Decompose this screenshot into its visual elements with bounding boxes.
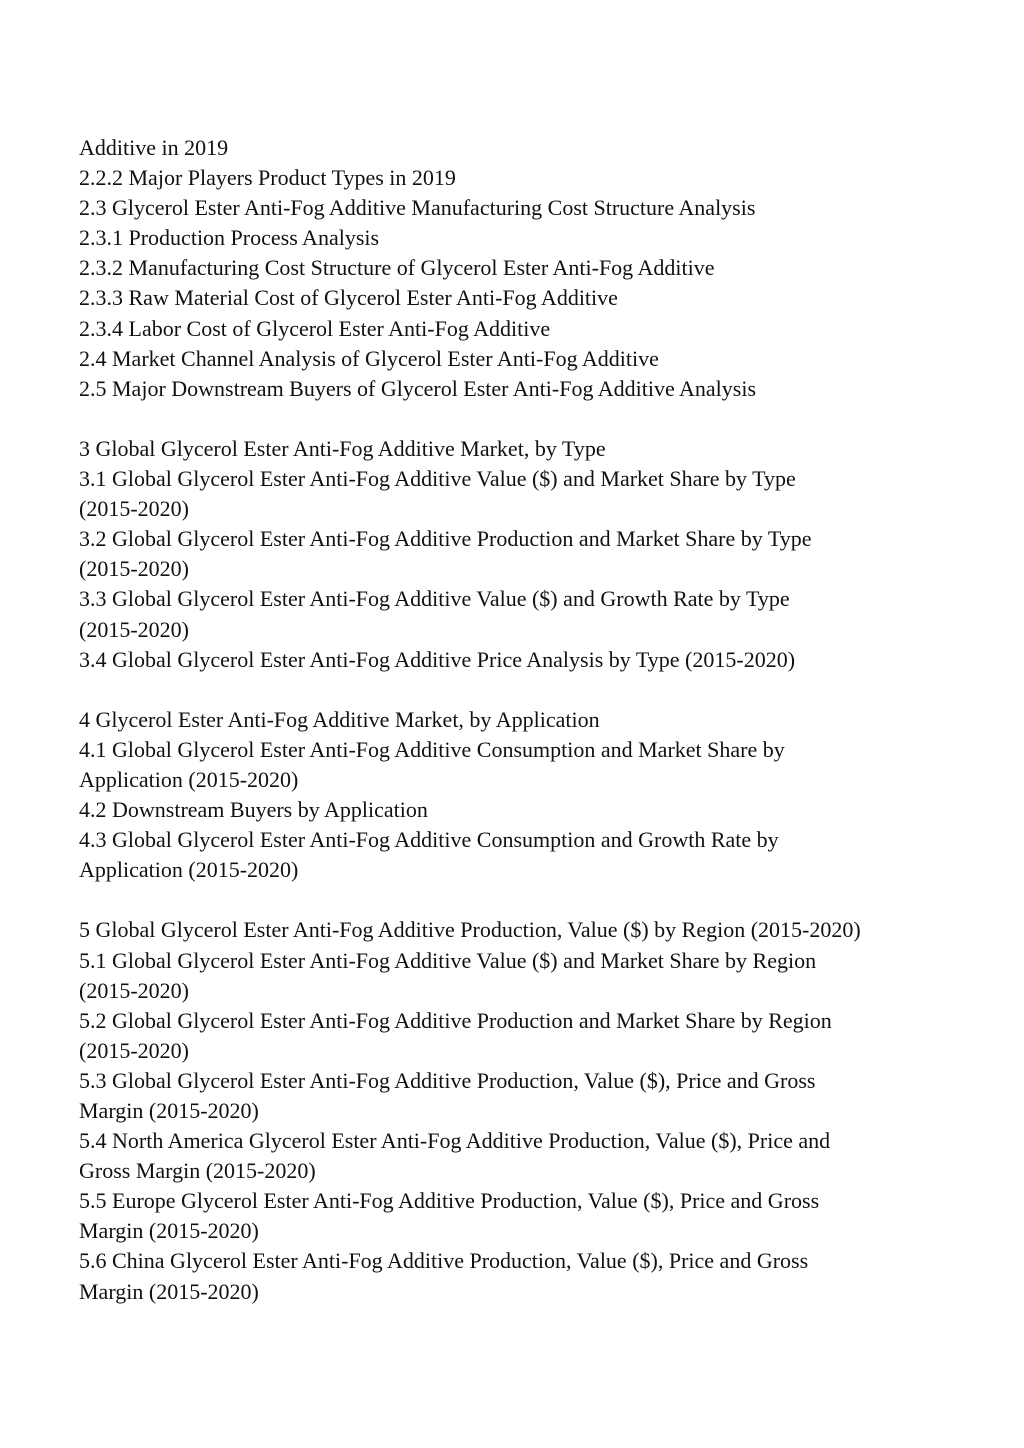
section-spacer: [79, 885, 959, 915]
section-spacer: [79, 404, 959, 434]
toc-line: (2015-2020): [79, 1037, 189, 1063]
toc-line: Margin (2015-2020): [79, 1278, 259, 1304]
toc-line: 2.4 Market Channel Analysis of Glycerol Ester Anti-Fog Additive: [79, 345, 659, 371]
toc-line: 2.5 Major Downstream Buyers of Glycerol Ester Anti-Fog Additive Analysis: [79, 375, 757, 401]
toc-line: (2015-2020): [79, 616, 189, 642]
toc-section-4: [79, 705, 959, 886]
toc-line: 2.3.2 Manufacturing Cost Structure of Glycerol Ester Anti-Fog Additive: [79, 255, 715, 281]
document-page: [79, 133, 959, 1307]
toc-section-3: [79, 434, 959, 675]
toc-section-5: [79, 915, 959, 1306]
toc-line: (2015-2020): [79, 556, 189, 582]
toc-line: 3.2 Global Glycerol Ester Anti-Fog Additive Production and Market Share by Type: [79, 526, 812, 552]
toc-line: 2.3 Glycerol Ester Anti-Fog Additive Manufacturing Cost Structure Analysis: [79, 195, 756, 221]
toc-line: 2.3.1 Production Process Analysis: [79, 225, 380, 251]
toc-line: Gross Margin (2015-2020): [79, 1158, 316, 1184]
toc-line: 5.2 Global Glycerol Ester Anti-Fog Additive Production and Market Share by Region: [79, 1007, 832, 1033]
toc-line: (2015-2020): [79, 496, 189, 522]
toc-line: 2.2.2 Major Players Product Types in 2019: [79, 165, 456, 191]
section-spacer: [79, 675, 959, 705]
toc-line: Application (2015-2020): [79, 857, 299, 883]
toc-line: 5.6 China Glycerol Ester Anti-Fog Additive Production, Value ($), Price and Gross: [79, 1248, 809, 1274]
toc-line: 5.4 North America Glycerol Ester Anti-Fog Additive Production, Value ($), Price and: [79, 1128, 831, 1154]
toc-line: 3.1 Global Glycerol Ester Anti-Fog Additive Value ($) and Market Share by Type: [79, 466, 796, 492]
toc-line: Margin (2015-2020): [79, 1218, 259, 1244]
toc-line: 3.3 Global Glycerol Ester Anti-Fog Additive Value ($) and Growth Rate by Type: [79, 586, 790, 612]
toc-line: 4.1 Global Glycerol Ester Anti-Fog Additive Consumption and Market Share by: [79, 736, 785, 762]
toc-heading: 4 Glycerol Ester Anti-Fog Additive Market, by Application: [79, 706, 600, 732]
toc-line: (2015-2020): [79, 977, 189, 1003]
toc-line: 4.2 Downstream Buyers by Application: [79, 797, 428, 823]
toc-heading: 3 Global Glycerol Ester Anti-Fog Additive Market, by Type: [79, 435, 606, 461]
toc-line: 3.4 Global Glycerol Ester Anti-Fog Additive Price Analysis by Type (2015-2020): [79, 646, 796, 672]
toc-section-2: [79, 133, 959, 404]
toc-line: 5.1 Global Glycerol Ester Anti-Fog Additive Value ($) and Market Share by Region: [79, 947, 817, 973]
toc-line: 2.3.4 Labor Cost of Glycerol Ester Anti-Fog Additive: [79, 315, 551, 341]
toc-line: 5.3 Global Glycerol Ester Anti-Fog Additive Production, Value ($), Price and Gross: [79, 1067, 816, 1093]
toc-line: 5.5 Europe Glycerol Ester Anti-Fog Additive Production, Value ($), Price and Gross: [79, 1188, 820, 1214]
toc-line: 4.3 Global Glycerol Ester Anti-Fog Additive Consumption and Growth Rate by: [79, 827, 779, 853]
toc-line: Application (2015-2020): [79, 766, 299, 792]
toc-line: Additive in 2019: [79, 135, 229, 160]
toc-line: Margin (2015-2020): [79, 1098, 259, 1123]
toc-heading: 5 Global Glycerol Ester Anti-Fog Additive Production, Value ($) by Region (2015-2020): [79, 917, 861, 943]
toc-line: 2.3.3 Raw Material Cost of Glycerol Ester Anti-Fog Additive: [79, 285, 618, 311]
